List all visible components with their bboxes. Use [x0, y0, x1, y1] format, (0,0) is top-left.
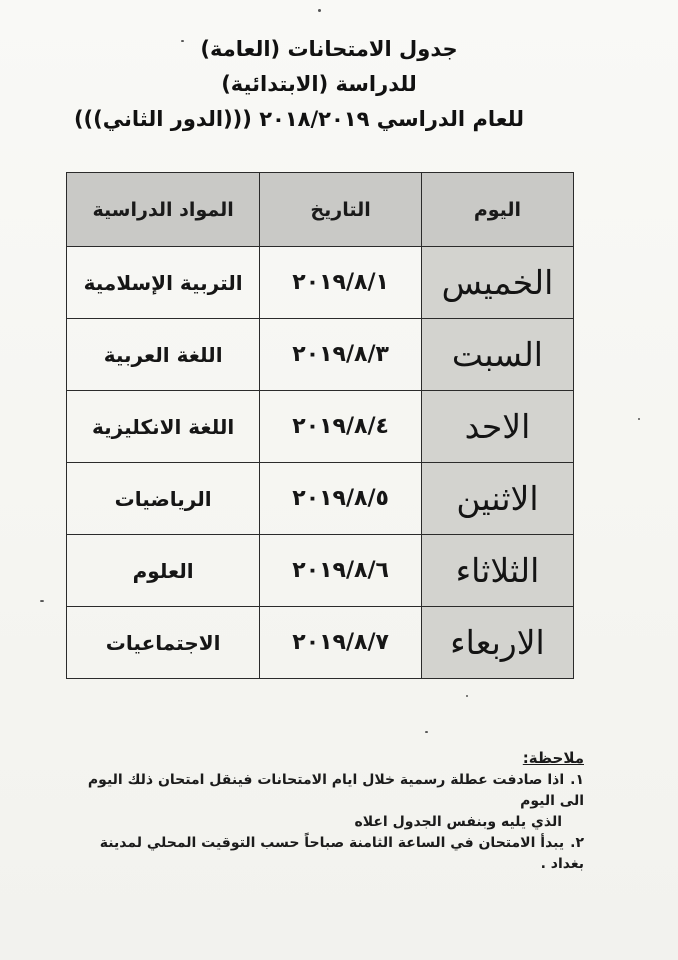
date-cell: ٢٠١٩/٨/٤ [260, 391, 422, 463]
notes-section [64, 748, 584, 875]
exam-schedule-table [66, 172, 574, 679]
date-cell: ٢٠١٩/٨/١ [260, 247, 422, 319]
document-header [0, 32, 678, 137]
subject-cell: العلوم [67, 535, 260, 607]
paper-speck [425, 731, 428, 733]
day-cell: الاحد [421, 391, 573, 463]
day-cell: الاربعاء [421, 607, 573, 679]
note-item [64, 833, 584, 875]
column-header-day: اليوم [421, 173, 573, 247]
note-text: اذا صادفت عطلة رسمية خلال ايام الامتحانات فينقل امتحان ذلك اليوم الى اليوم [87, 772, 584, 809]
paper-speck [466, 695, 468, 697]
paper-speck [181, 40, 184, 42]
table-row [67, 463, 574, 535]
paper-speck [40, 600, 44, 602]
date-cell: ٢٠١٩/٨/٦ [260, 535, 422, 607]
day-cell: الثلاثاء [421, 535, 573, 607]
header-subtitle: للدراسة (الابتدائية) [221, 72, 417, 96]
header-academic-year: للعام الدراسي ٢٠١٨/٢٠١٩ (((الدور الثاني))) [73, 107, 525, 131]
paper-speck [318, 9, 321, 12]
subject-cell: التربية الإسلامية [67, 247, 260, 319]
day-cell: السبت [421, 319, 573, 391]
table-row [67, 247, 574, 319]
note-item [64, 770, 584, 812]
notes-heading: ملاحظة: [522, 749, 584, 767]
day-cell: الخميس [421, 247, 573, 319]
header-title: جدول الامتحانات (العامة) [200, 37, 458, 61]
column-header-subject: المواد الدراسية [67, 173, 260, 247]
date-cell: ٢٠١٩/٨/٥ [260, 463, 422, 535]
table-header-row [67, 173, 574, 247]
note-number: ٢. [570, 835, 584, 851]
paper-speck [638, 418, 640, 420]
table-row [67, 319, 574, 391]
table-row [67, 535, 574, 607]
table-row [67, 607, 574, 679]
subject-cell: الاجتماعيات [67, 607, 260, 679]
note-text: يبدأ الامتحان في الساعة الثامنة صباحاً حسب التوقيت المحلي لمدينة بغداد . [99, 835, 584, 872]
table-row [67, 391, 574, 463]
note-number: ١. [570, 772, 584, 788]
subject-cell: اللغة الانكليزية [67, 391, 260, 463]
date-cell: ٢٠١٩/٨/٣ [260, 319, 422, 391]
date-cell: ٢٠١٩/٨/٧ [260, 607, 422, 679]
subject-cell: اللغة العربية [67, 319, 260, 391]
note-continuation: الذي يليه وبنفس الجدول اعلاه [354, 814, 562, 830]
subject-cell: الرياضيات [67, 463, 260, 535]
day-cell: الاثنين [421, 463, 573, 535]
column-header-date: التاريخ [260, 173, 422, 247]
